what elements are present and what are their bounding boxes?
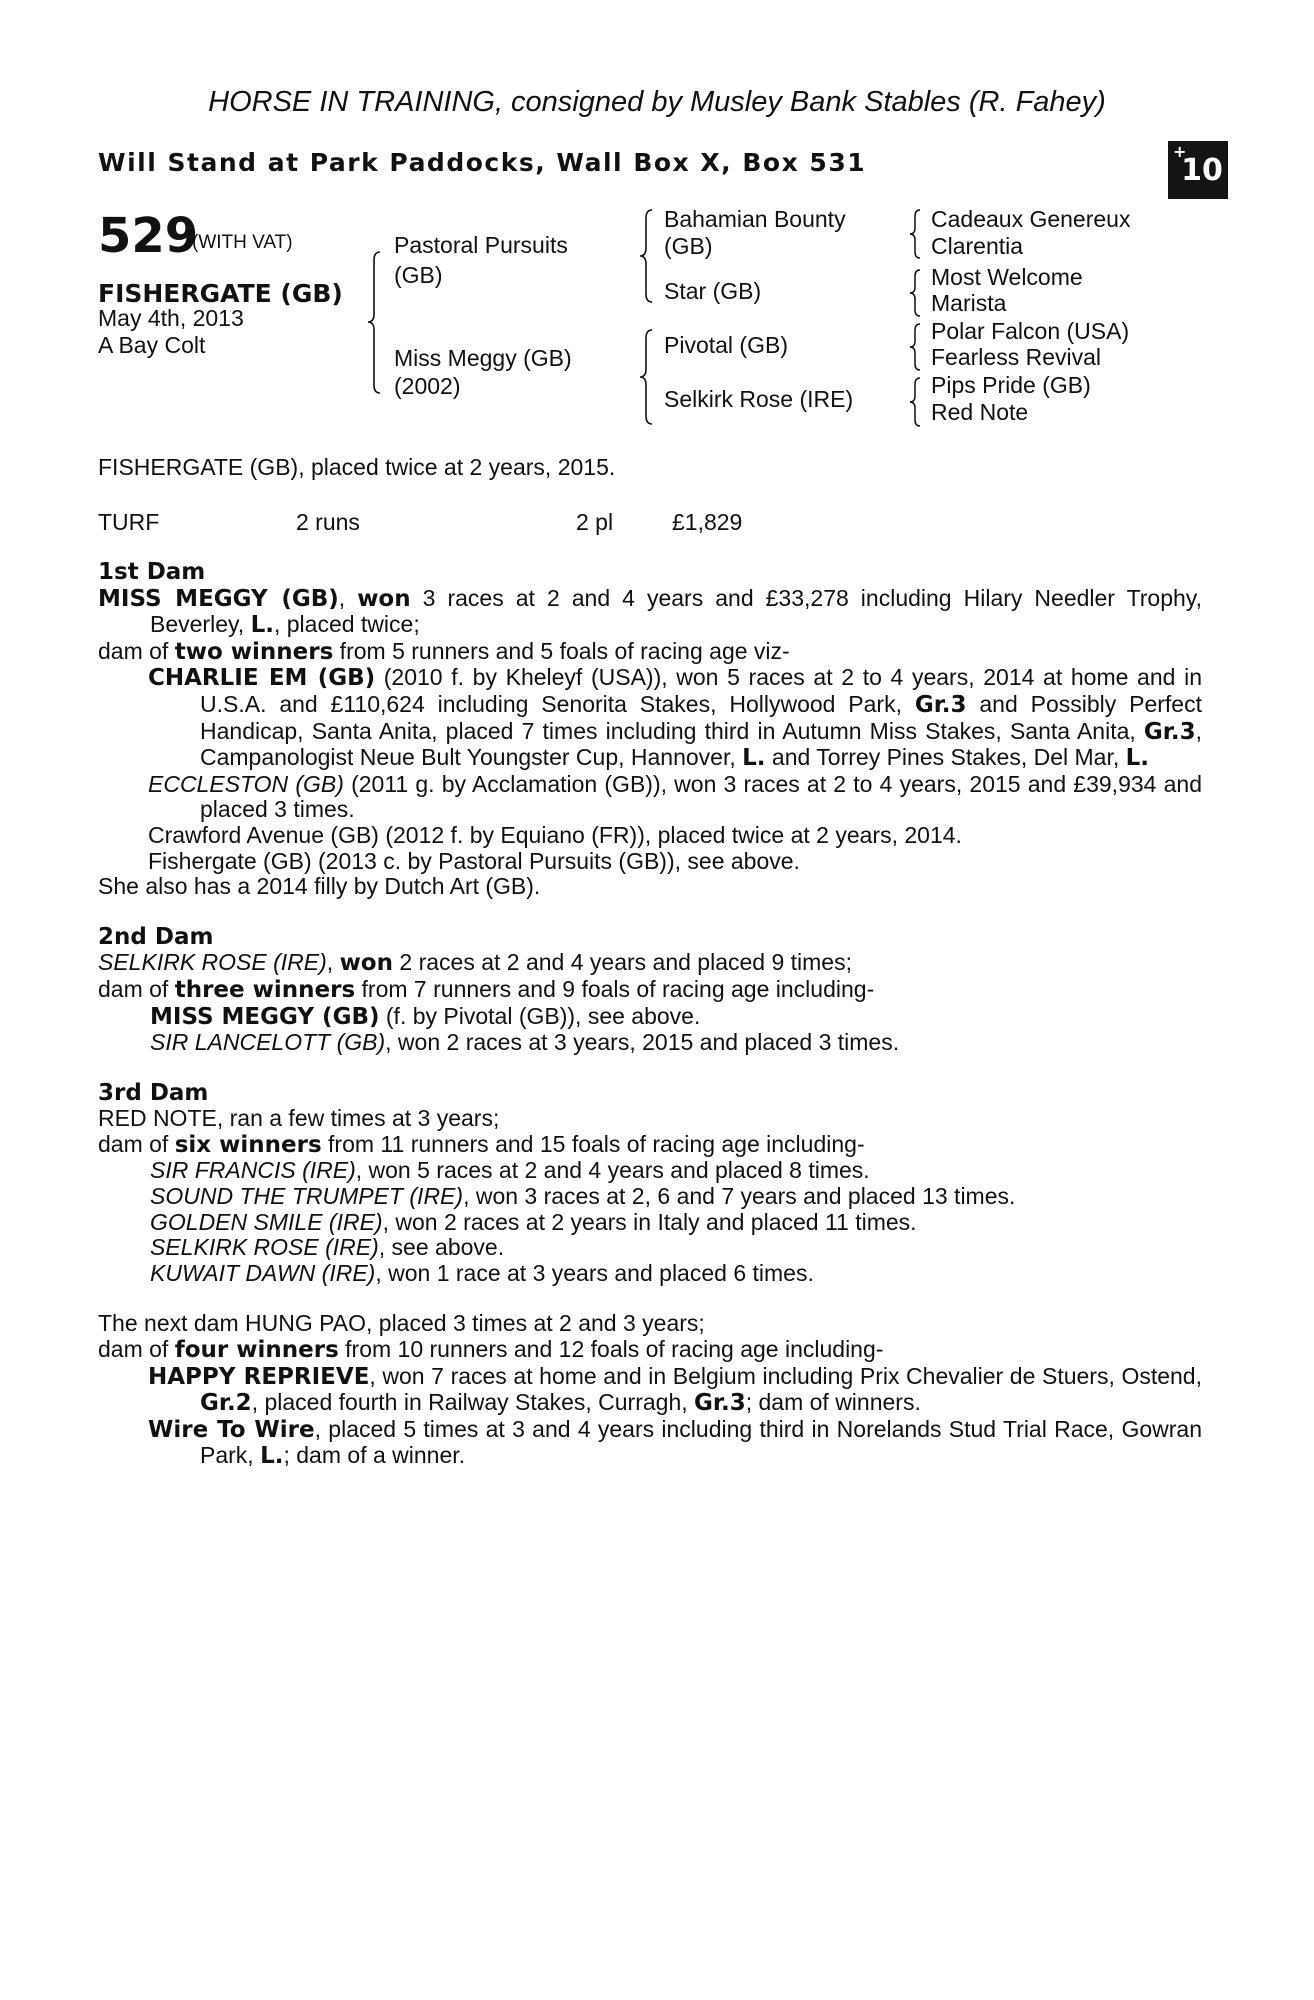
winners-count: four winners [174,1337,339,1364]
group-mark: Gr.2 [200,1390,252,1417]
record-runs: 2 runs [296,509,360,535]
gen3-b2: Marista [931,290,1007,316]
progeny-text: , placed 5 times at 3 and 4 years including third in Norelands Stud Trial Race, Gowran Park, [200,1415,1202,1469]
dam-of-label: dam of [98,1336,175,1363]
group-mark: Gr.3 [1143,718,1196,745]
pedigree-brace-dam [638,328,654,426]
progeny-sir-francis [98,1158,1202,1184]
progeny-name: ECCLESTON (GB) [148,770,344,797]
progeny-name: SOUND THE TRUMPET (IRE) [150,1183,464,1210]
next-dam-entry: The next dam HUNG PAO, placed 3 times at 2 and 3 years; [98,1310,705,1337]
progeny-text: , won 2 races at 3 years, 2015 and placed 3 times. [385,1029,900,1056]
progeny-text: , won 3 races at 2, 6 and 7 years and placed 13 times. [463,1183,1016,1210]
pedigree-brace-sire [638,208,654,304]
produce-summary: from 10 runners and 12 foals of racing age including- [338,1336,884,1363]
box-location: Will Stand at Park Paddocks, Wall Box X, Box 531 [98,148,867,177]
produce-summary: from 11 runners and 15 foals of racing age including- [321,1130,865,1157]
plus-ten-badge [1168,141,1228,199]
horse-description: A Bay Colt [98,332,206,358]
winners-count: six winners [174,1131,322,1158]
progeny-name: MISS MEGGY (GB) [150,1003,380,1030]
dam-year: (2002) [394,373,461,399]
record-earnings: £1,829 [672,509,743,535]
pedigree-brace-c [908,322,922,372]
listed-mark: L. [250,612,274,639]
sire-dam-name: Star (GB) [664,278,762,304]
progeny-text: ; dam of winners. [745,1389,921,1416]
gen3-d1: Pips Pride (GB) [931,372,1091,398]
sire-sire-origin: (GB) [664,233,713,259]
plus-icon: + [1173,142,1187,161]
gen3-c2: Fearless Revival [931,344,1101,370]
pedigree-brace-a [908,208,922,260]
progeny-name: SELKIRK ROSE (IRE) [150,1234,379,1261]
progeny-name: HAPPY REPRIEVE [148,1363,370,1390]
group-mark: Gr.3 [694,1390,746,1417]
gen3-a2: Clarentia [931,233,1024,259]
gen3-a1: Cadeaux Genereux [931,206,1131,232]
progeny-text: , placed fourth in Railway Stakes, Curragh, [251,1389,695,1416]
first-dam-heading: 1st Dam [98,559,206,585]
progeny-charlie-em [98,665,1202,771]
dam-of-label: dam of [98,637,175,664]
gen3-d2: Red Note [931,399,1029,425]
first-dam-placed: , placed twice; [273,611,420,638]
progeny-text: (2011 g. by Acclamation (GB)), won 3 races at 2 to 4 years, 2015 and £39,934 and placed 3 times. [200,770,1202,823]
horse-name: FISHERGATE (GB) [98,279,343,308]
sire-sire-name: Bahamian Bounty [664,206,846,232]
progeny-name: SIR LANCELOTT (GB) [150,1029,386,1056]
progeny-happy-reprieve [98,1364,1202,1417]
badge-number: 10 [1181,152,1223,188]
dam-history [98,560,1202,1470]
gen3-b1: Most Welcome [931,264,1083,290]
third-dam-produce-line [98,1132,1202,1159]
dam-name: Miss Meggy (GB) [394,345,572,371]
progeny-text: , won 5 races at 2 and 4 years and placed 8 times. [355,1157,870,1184]
progeny-text: (2010 f. by Kheleyf (USA)), won 5 races at 2 to 4 years, 2014 at home and in U.S.A. and £110,624 including Senorita Stakes, Hollywood Park, [200,664,1202,717]
lot-number: 529 [98,208,199,264]
first-dam-name: MISS MEGGY (GB) [98,585,339,612]
record-placed: 2 pl [576,509,614,535]
listed-mark: L. [260,1443,284,1470]
won-label: won [357,585,411,612]
pedigree-brace-gen1 [366,250,382,395]
progeny-eccleston [98,772,1202,823]
progeny-wire-to-wire [98,1417,1202,1470]
first-dam-produce-line [98,639,1202,666]
record-surface: TURF [98,509,160,535]
progeny-text: ; dam of a winner. [283,1442,466,1469]
second-dam-heading: 2nd Dam [98,923,214,950]
progeny-sir-lancelott [98,1030,1202,1056]
produce-summary: from 5 runners and 5 foals of racing age viz- [333,637,790,664]
progeny-kuwait-dawn [98,1261,1202,1287]
progeny-text: (f. by Pivotal (GB)), see above. [379,1002,701,1029]
pedigree-brace-d [908,376,922,428]
progeny-text: , Campanologist Neue Bult Youngster Cup, Hannover, [200,717,1202,771]
sire-name: Pastoral Pursuits [394,232,568,258]
second-dam-produce-line [98,977,1202,1004]
progeny-text: , won 1 race at 3 years and placed 6 times. [375,1259,814,1286]
first-dam-record: 3 races at 2 and 4 years and £33,278 including Hilary Needler Trophy, Beverley, [150,584,1202,638]
also-has-note: She also has a 2014 filly by Dutch Art (GB). [98,873,541,900]
progeny-crawford-avenue: Crawford Avenue (GB) (2012 f. by Equiano (FR)), placed twice at 2 years, 2014. [148,821,962,848]
progeny-name: KUWAIT DAWN (IRE) [150,1259,376,1286]
horse-dob: May 4th, 2013 [98,305,244,331]
pedigree-brace-b [908,268,922,318]
second-dam-record: 2 races at 2 and 4 years and placed 9 times; [393,949,852,976]
progeny-text: and Possibly Perfect Handicap, Santa Anita, placed 7 times including third in Autumn Miss Stakes, Santa Anita, [200,690,1202,744]
race-summary: FISHERGATE (GB), placed twice at 2 years, 2015. [98,454,616,480]
progeny-name: Wire To Wire [148,1416,315,1443]
group-mark: Gr.3 [914,691,967,718]
sire-origin: (GB) [394,262,443,288]
progeny-miss-meggy [98,1004,1202,1031]
won-label: won [339,950,393,977]
dam-sire-name: Pivotal (GB) [664,332,788,358]
produce-summary: from 7 runners and 9 foals of racing age including- [355,975,875,1002]
winners-count: three winners [174,976,356,1003]
progeny-text: , see above. [378,1234,505,1261]
consignment-header: HORSE IN TRAINING, consigned by Musley Bank Stables (R. Fahey) [208,86,1106,118]
progeny-text: , won 7 races at home and in Belgium including Prix Chevalier de Stuers, Ostend, [369,1362,1202,1389]
dam-dam-name: Selkirk Rose (IRE) [664,386,854,412]
second-dam-name: SELKIRK ROSE (IRE) [98,949,327,976]
third-dam-heading: 3rd Dam [98,1079,209,1106]
dam-of-label: dam of [98,1130,175,1157]
progeny-golden-smile [98,1210,1202,1236]
winners-count: two winners [174,638,334,665]
progeny-sound-the-trumpet [98,1184,1202,1210]
listed-mark: L. [742,745,766,772]
progeny-selkirk-rose [98,1235,1202,1261]
vat-note: (WITH VAT) [192,232,293,253]
progeny-text: , won 2 races at 2 years in Italy and placed 11 times. [382,1208,917,1235]
gen3-c1: Polar Falcon (USA) [931,318,1130,344]
listed-mark: L. [1125,745,1150,772]
second-dam-entry: SELKIRK ROSE (IRE), won 2 races at 2 and 4 years and placed 9 times; [98,949,852,977]
progeny-name: CHARLIE EM (GB) [148,665,376,692]
progeny-fishergate: Fishergate (GB) (2013 c. by Pastoral Pursuits (GB)), see above. [148,847,800,874]
progeny-name: SIR FRANCIS (IRE) [150,1157,356,1184]
progeny-name: GOLDEN SMILE (IRE) [150,1208,383,1235]
dam-of-label: dam of [98,975,175,1002]
first-dam-entry: MISS MEGGY (GB), won 3 races at 2 and 4 years and £33,278 including Hilary Needler Trophy, Beverley, L., placed twice; [98,584,1202,639]
third-dam-entry: RED NOTE, ran a few times at 3 years; [98,1105,500,1132]
next-dam-produce-line [98,1337,1202,1364]
progeny-text: and Torrey Pines Stakes, Del Mar, [765,744,1126,771]
